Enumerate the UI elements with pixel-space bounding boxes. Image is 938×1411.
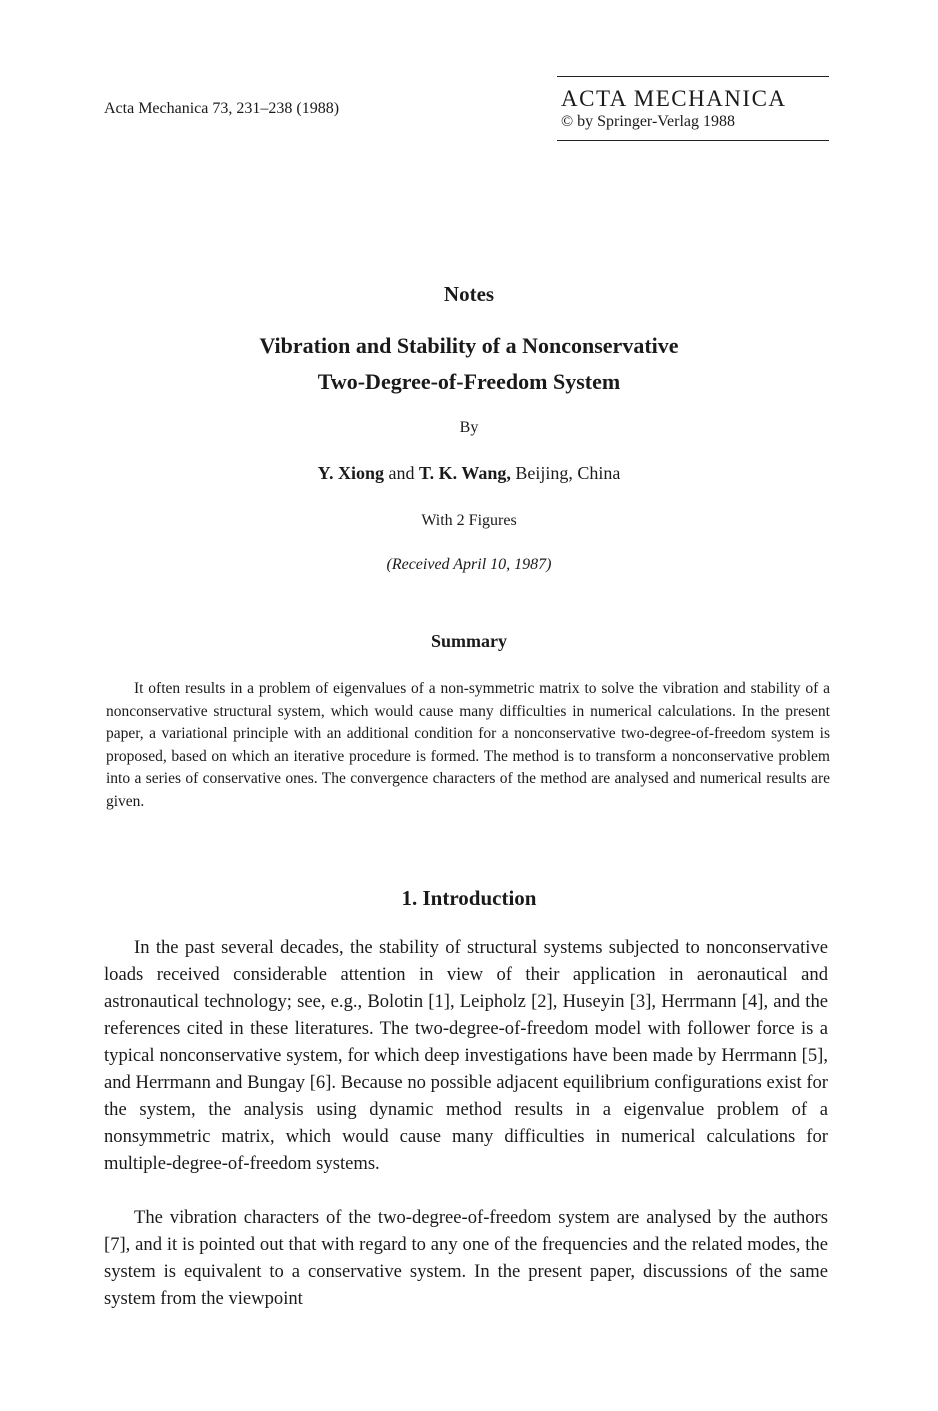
authors-conjunction: and	[383, 463, 419, 483]
summary-heading: Summary	[431, 631, 507, 651]
figures-note: With 2 Figures	[421, 512, 517, 529]
journal-citation: Acta Mechanica 73, 231–238 (1988)	[104, 100, 340, 117]
article-title-line-1: Vibration and Stability of a Nonconservative	[259, 333, 679, 358]
introduction-heading: 1. Introduction	[401, 886, 537, 910]
journal-copyright: © by Springer-Verlag 1988	[561, 113, 736, 130]
author-2: T. K. Wang,	[418, 463, 511, 483]
received-date: (Received April 10, 1987)	[386, 556, 552, 573]
article-title-line-2: Two-Degree-of-Freedom System	[317, 369, 621, 394]
byline-by: By	[459, 419, 479, 436]
journal-masthead	[557, 76, 829, 141]
article-title	[0, 328, 938, 400]
authors-line	[0, 463, 938, 484]
journal-name: ACTA MECHANICA	[561, 86, 787, 111]
author-affiliation: Beijing, China	[510, 463, 621, 483]
summary-text: It often results in a problem of eigenvalues of a non-symmetric matrix to solve the vibration and stability of a nonconservative structural system, which would cause many difficulties in numerical calculations. In the present paper, a variational principle with an additional condition for a nonconservative two-degree-of-freedom system is proposed, based on which an iterative procedure is formed. The method is to transform a nonconservative problem into a series of conservative ones. The convergence characters of the method are analysed and numerical results are given.	[106, 680, 830, 810]
author-1: Y. Xiong	[317, 463, 384, 483]
introduction-paragraph-1: In the past several decades, the stability of structural systems subjected to nonconservative loads received considerable attention in view of their application in aeronautical and astronautical technology; see, e.g., Bolotin [1], Leipholz [2], Huseyin [3], Herrmann [4], and the references cited in these literatures. The two-degree-of-freedom model with follower force is a typical nonconservative system, for which deep investigations have been made by Herrmann [5], and Herrmann and Bungay [6]. Because no possible adjacent equilibrium configurations exist for the system, the analysis using dynamic method results in a eigenvalue problem of a nonsymmetric matrix, which would cause many difficulties in numerical calculations for multiple-degree-of-freedom systems.	[104, 937, 828, 1174]
section-label: Notes	[443, 282, 495, 306]
introduction-paragraph-2: The vibration characters of the two-degree-of-freedom system are analysed by the authors [7], and it is pointed out that with regard to any one of the frequencies and the related modes, the system is equivalent to a conservative system. In the present paper, discussions of the same system from the viewpoint	[104, 1207, 828, 1309]
